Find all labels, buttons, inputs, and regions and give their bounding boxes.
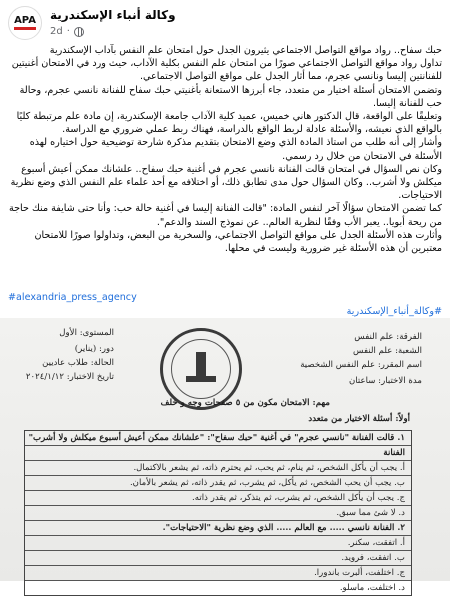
exam-option: ج. اختلفت، ألبرت باندورا. <box>25 565 411 580</box>
exam-questions-table <box>24 430 412 596</box>
post-text <box>8 44 442 255</box>
post-paragraph: وتضمن الامتحان أسئلة اختيار من متعدد، جاء أبرزها الاستعانة بأغنيتي حبك سفاح للفنانة نانسي عجرم، وحالة حب للفنانة إليسا. <box>19 84 442 109</box>
exam-note: مهم: الامتحان مكون من ٥ صفحات وجه و خلف <box>160 398 330 408</box>
page-logo: APA <box>14 15 36 26</box>
post-meta <box>50 26 84 37</box>
post-time[interactable]: 2d <box>50 26 63 37</box>
hashtag-ar[interactable]: #وكالة_أنباء_الإسكندرية <box>346 306 442 317</box>
page-avatar[interactable] <box>8 6 42 40</box>
exam-header-left: الحالة: طلاب عاديين <box>42 358 114 368</box>
post-photo[interactable] <box>0 318 450 593</box>
post-paragraph: وتعليقًا على الواقعة، قال الدكتور هاني خميس، عميد كلية الآداب جامعة الإسكندرية، إن مادة علم مرتبطة كليًا بالواقع الذي نعيشه، والأسئلة عادلة لربط الواقع بالدراسة، فهناك ربط عملي ضروري مع الدراسة. <box>16 111 442 136</box>
exam-header-left: دور: (يناير) <box>74 344 114 354</box>
exam-option: أ. يجب أن يأكل الشخص، ثم ينام، ثم يحب، ثم يحترم ذاته، ثم يشعر بالاكتمال. <box>25 460 411 475</box>
post-paragraph: كما تضمن الامتحان سؤالًا آخر لنفس المادة: "قالت الفنانة إليسا في أغنية حالة حب: وأنا حتى شايفة منك حاجة من ريحة أبويا.. يعبر الأب وفقًا لنظرية العالم.. عن نموذج السند والدعم". <box>8 203 442 228</box>
exam-question: ٢. الفنانة نانسي ..... مع العالم ..... الذي وضع نظرية "الاحتياجات". <box>25 520 411 535</box>
post-paragraph: وكان نص السؤال في امتحان قالت الفنانة نانسي عجرم في أغنية حبك سفاح.. علشانك ممكن أعيش أسبوع ميكلش ولا أشرب.. وكان السؤال حول مدى تطابق ذلك، أو اختلافه مع أحد علماء علم النفس الذي وضع نظرية الاحتياجات. <box>10 163 442 202</box>
exam-option: د. لا شئ مما سبق. <box>25 505 411 520</box>
post-paragraph: حبك سفاح.. رواد مواقع التواصل الاجتماعي يثيرون الجدل حول امتحان علم النفس بآداب الإسكندرية <box>49 45 442 56</box>
post-paragraph: وأشار إلى أنه طلب من استاذ المادة الذي وضع الامتحان بتقديم مذكرة شارحة توضيحية حول اختياره لهذه الأسئلة في الامتحان من خلال رد رسمي. <box>29 137 442 162</box>
post-paragraph: تداول رواد مواقع التواصل الاجتماعي صورًا من امتحان علم النفس بكلية الآداب، حيث ورد في الامتحان أغنيتين للفنانتين إليسا ونانسي عجرم، مما أثار الجدل على مواقع التواصل الاجتماعي. <box>11 58 442 83</box>
exam-option: أ. اتفقت، سكنر. <box>25 535 411 550</box>
seal-emblem <box>171 339 231 399</box>
meta-dot: · <box>66 26 70 37</box>
post-paragraph: وأثارت هذه الأسئلة الجدل على مواقع التواصل الاجتماعي، والسخرية من البعض، وتداولوا صورًا للامتحان معتبرين أن هذه الأسئلة غير ضرورية وليست في محلها. <box>34 229 442 255</box>
exam-header-right: مدة الاختبار: ساعتان <box>348 376 422 386</box>
exam-header-left: تاريخ الاختبار: ٢٠٢٤/١/١٢ <box>25 372 114 382</box>
exam-header-right: اسم المقرر: علم النفس الشخصية <box>300 360 422 370</box>
post-header <box>8 6 442 40</box>
globe-icon <box>74 27 84 37</box>
exam-option: ج. يجب أن يأكل الشخص، ثم يشرب، ثم يتذكر، ثم يقدر ذاته. <box>25 490 411 505</box>
exam-option: د. اختلفت، ماسلو. <box>25 580 411 595</box>
exam-option: ب. اتفقت، فرويد. <box>25 550 411 565</box>
logo-bar <box>14 27 36 30</box>
exam-section-title: أولاً: أسئلة الاختيار من متعدد <box>308 414 410 424</box>
exam-header-right: الشعبة: علم النفس <box>353 346 422 356</box>
exam-header-right: الفرقة: علم النفس <box>354 332 422 342</box>
exam-header-left: المستوى: الأول <box>59 328 114 338</box>
page-name-link[interactable]: وكالة أنباء الإسكندرية <box>50 8 176 22</box>
exam-question: الفنانة <box>25 445 411 460</box>
hashtag-en[interactable]: #alexandria_press_agency <box>8 292 137 303</box>
exam-question: ١. قالت الفنانة "نانسي عجرم" في أغنية "حبك سفاح": "علشانك ممكن أعيش أسبوع ميكلش ولا أشرب" <box>28 433 405 443</box>
exam-paper <box>0 318 450 593</box>
exam-option: ب. يجب أن يحب الشخص، ثم يأكل، ثم يشرب، ثم يقدر ذاته، ثم يشعر بالأمان. <box>25 475 411 490</box>
